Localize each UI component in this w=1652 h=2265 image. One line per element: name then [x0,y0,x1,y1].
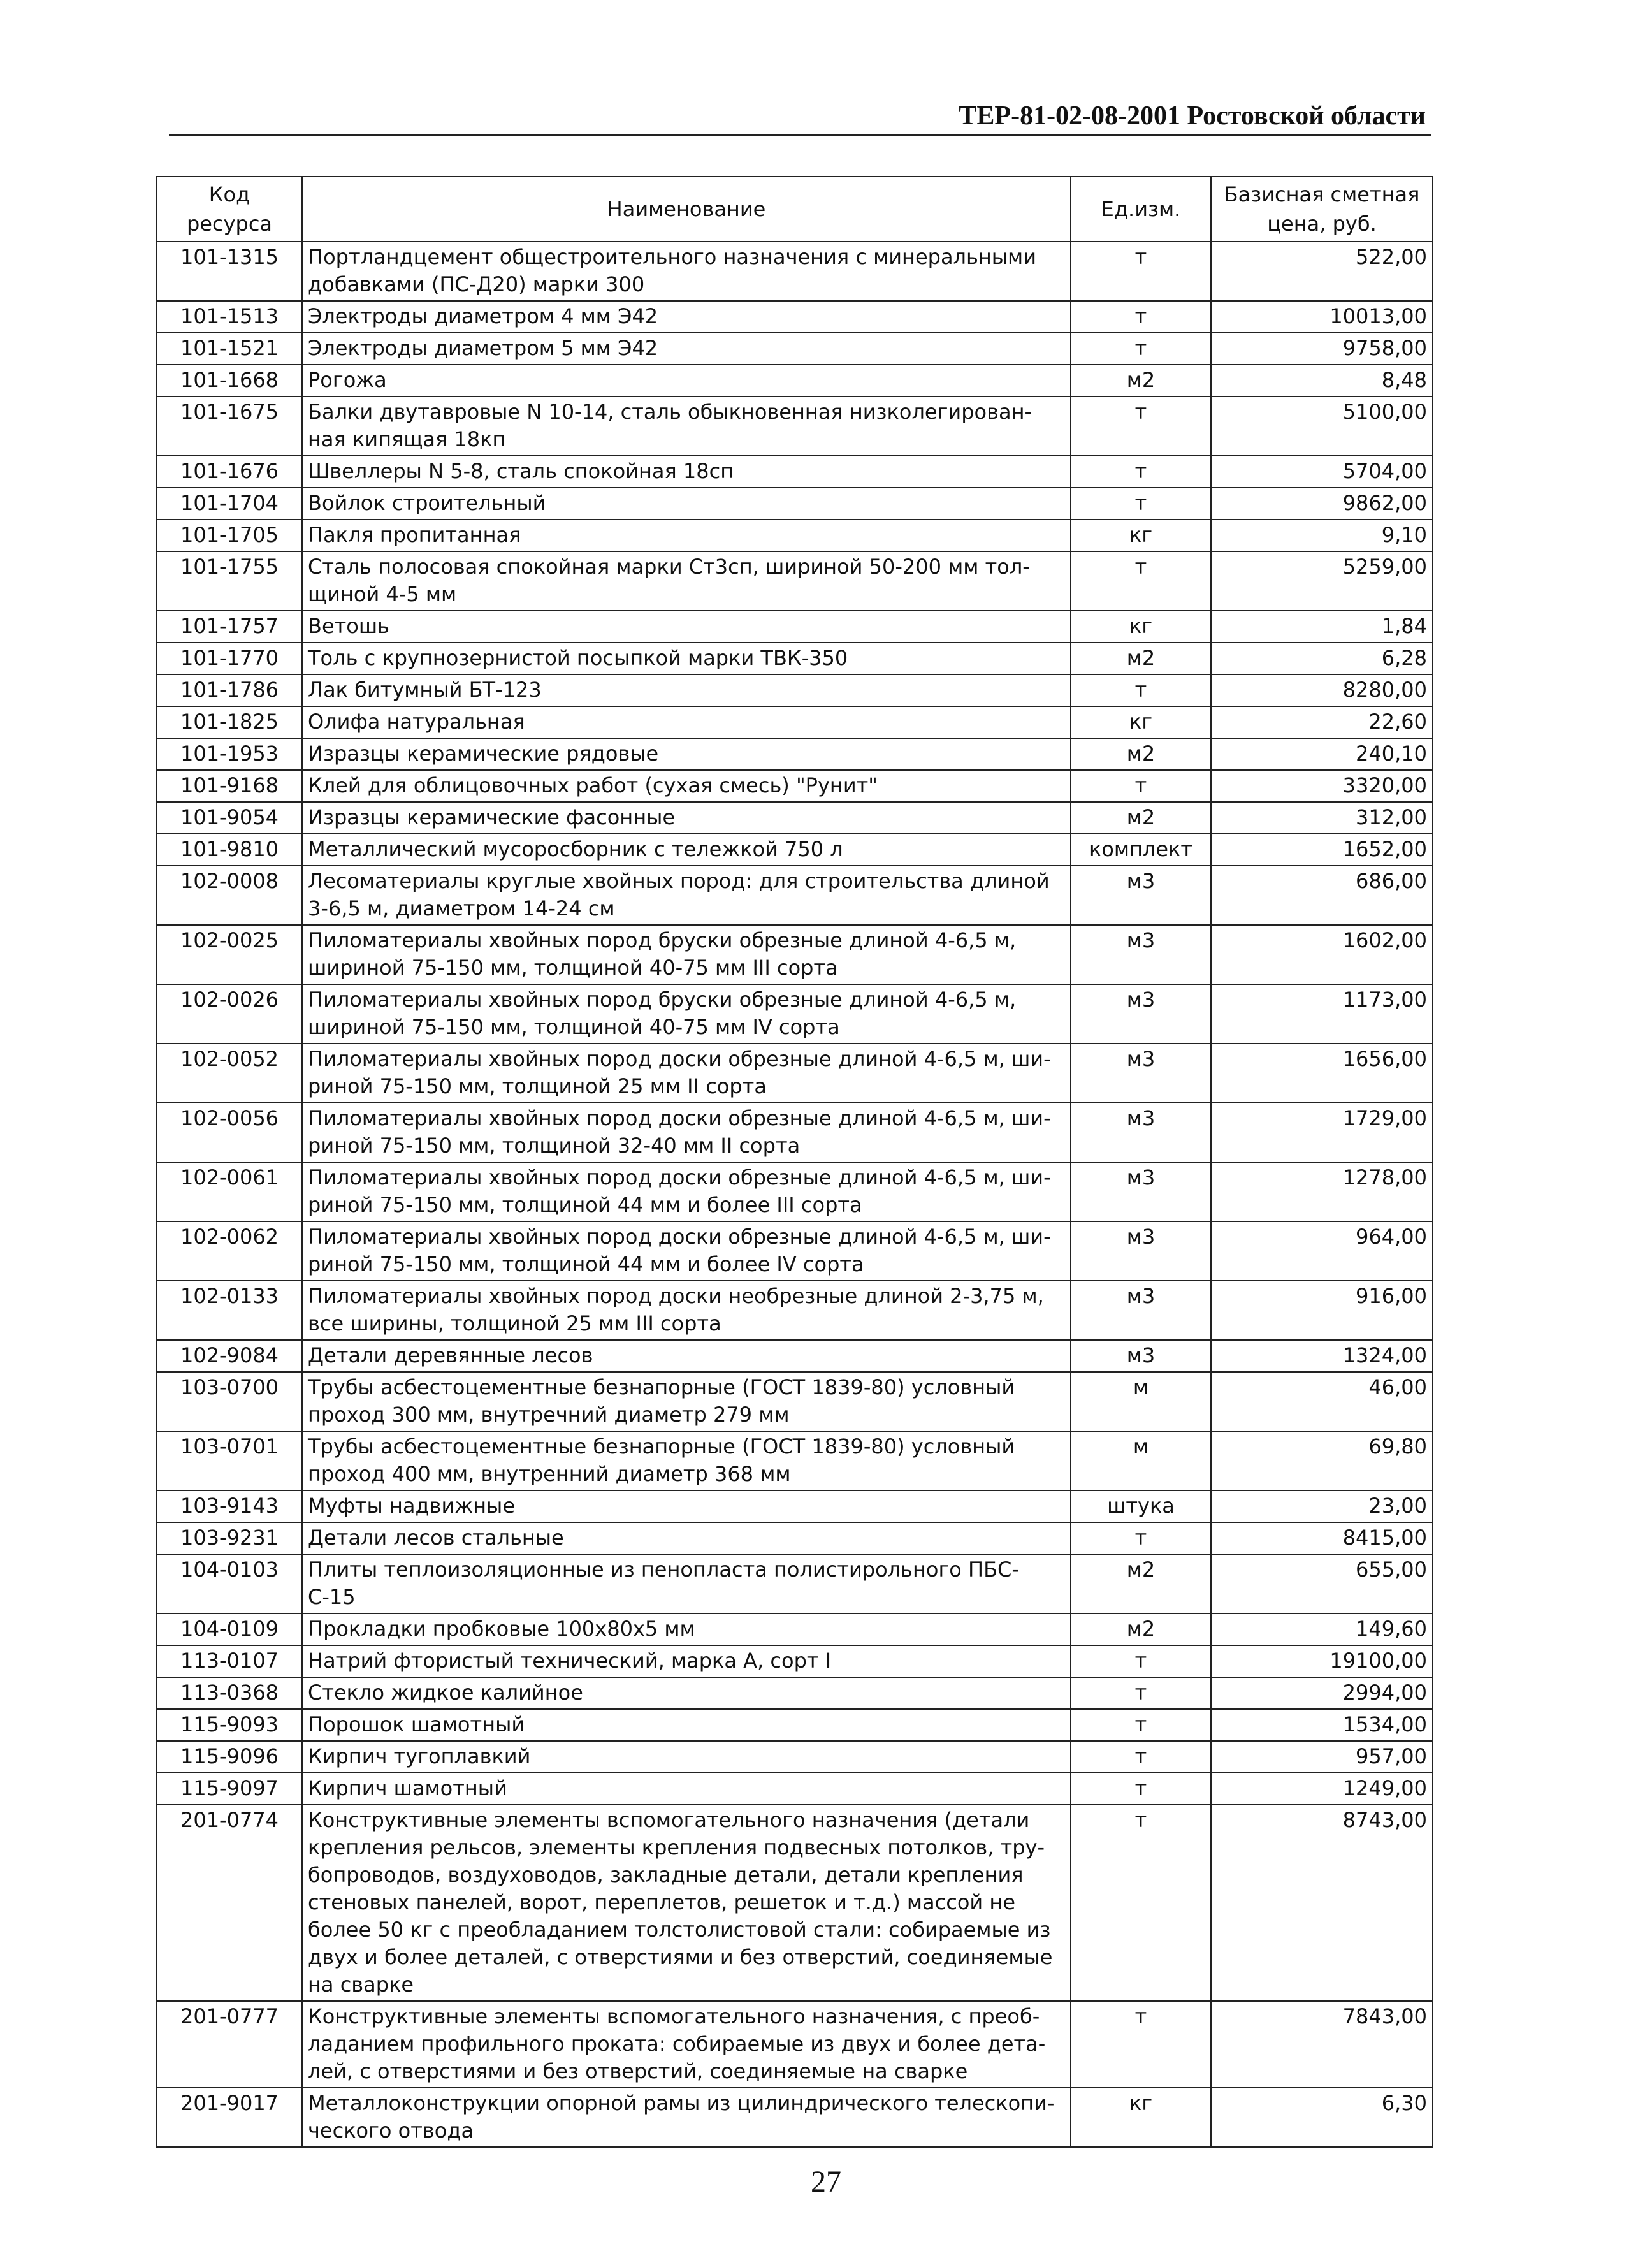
cell-unit: м3 [1071,1340,1211,1372]
cell-code: 101-9168 [157,770,302,802]
cell-price: 1534,00 [1211,1709,1433,1741]
cell-price: 312,00 [1211,802,1433,834]
cell-name: Плиты теплоизоляционные из пенопласта полистирольного ПБС-С-15 [302,1554,1071,1613]
cell-unit: т [1071,397,1211,456]
cell-unit: м3 [1071,1162,1211,1221]
cell-code: 113-0368 [157,1677,302,1709]
table-row [157,1490,1433,1522]
cell-code: 102-0025 [157,925,302,984]
table-row [157,1281,1433,1340]
cell-code: 101-1675 [157,397,302,456]
column-header-price: Базисная сметная цена, руб. [1211,177,1433,242]
cell-name: Пиломатериалы хвойных пород доски обрезные длиной 4-6,5 м, ши- риной 75-150 мм, толщиной 32-40 мм II сорта [302,1103,1071,1162]
cell-price: 1656,00 [1211,1044,1433,1103]
document-title: ТЕР-81-02-08-2001 Ростовской области [959,101,1426,131]
cell-name: Пиломатериалы хвойных пород доски обрезные длиной 4-6,5 м, ши- риной 75-150 мм, толщиной 44 мм и более III сорта [302,1162,1071,1221]
cell-code: 101-1676 [157,456,302,488]
table-row [157,1044,1433,1103]
cell-code: 101-9054 [157,802,302,834]
cell-unit: кг [1071,611,1211,643]
cell-unit: т [1071,2001,1211,2088]
cell-code: 115-9093 [157,1709,302,1741]
cell-price: 1324,00 [1211,1340,1433,1372]
table-row [157,984,1433,1044]
cell-price: 5100,00 [1211,397,1433,456]
cell-name: Детали лесов стальные [302,1522,1071,1554]
table-row [157,770,1433,802]
cell-unit: т [1071,1805,1211,2001]
cell-price: 964,00 [1211,1221,1433,1281]
table-row [157,1372,1433,1431]
cell-unit: м2 [1071,802,1211,834]
cell-unit: м2 [1071,1613,1211,1645]
cell-code: 102-0062 [157,1221,302,1281]
cell-name: Рогожа [302,365,1071,397]
cell-code: 115-9096 [157,1741,302,1773]
cell-code: 101-1786 [157,674,302,706]
table-row [157,1677,1433,1709]
cell-price: 5704,00 [1211,456,1433,488]
cell-code: 104-0109 [157,1613,302,1645]
cell-unit: м [1071,1372,1211,1431]
cell-name: Войлок строительный [302,488,1071,520]
cell-code: 102-0026 [157,984,302,1044]
cell-unit: т [1071,1645,1211,1677]
cell-name: Пиломатериалы хвойных пород бруски обрезные длиной 4-6,5 м, шириной 75-150 мм, толщиной 40-75 мм III сорта [302,925,1071,984]
cell-name: Электроды диаметром 4 мм Э42 [302,301,1071,333]
cell-name: Клей для облицовочных работ (сухая смесь) "Рунит" [302,770,1071,802]
cell-name: Лак битумный БТ-123 [302,674,1071,706]
cell-price: 240,10 [1211,738,1433,770]
cell-unit: т [1071,551,1211,611]
cell-price: 9862,00 [1211,488,1433,520]
cell-unit: м3 [1071,1044,1211,1103]
cell-code: 102-0008 [157,866,302,925]
cell-code: 101-1513 [157,301,302,333]
cell-name: Сталь полосовая спокойная марки Ст3сп, шириной 50-200 мм тол- щиной 4-5 мм [302,551,1071,611]
cell-name: Электроды диаметром 5 мм Э42 [302,333,1071,365]
cell-price: 6,30 [1211,2088,1433,2147]
cell-price: 655,00 [1211,1554,1433,1613]
cell-price: 19100,00 [1211,1645,1433,1677]
table-row [157,1613,1433,1645]
table-row [157,1340,1433,1372]
cell-name: Металлоконструкции опорной рамы из цилиндрического телескопи- ческого отвода [302,2088,1071,2147]
cell-price: 22,60 [1211,706,1433,738]
table-row [157,1221,1433,1281]
cell-unit: кг [1071,2088,1211,2147]
table-row [157,802,1433,834]
cell-unit: т [1071,333,1211,365]
cell-price: 1602,00 [1211,925,1433,984]
cell-price: 8280,00 [1211,674,1433,706]
cell-code: 101-1770 [157,643,302,674]
cell-name: Пиломатериалы хвойных пород бруски обрезные длиной 4-6,5 м, шириной 75-150 мм, толщиной 40-75 мм IV сорта [302,984,1071,1044]
cell-unit: т [1071,488,1211,520]
page-number: 27 [811,2165,841,2199]
cell-price: 8415,00 [1211,1522,1433,1554]
table-row [157,1103,1433,1162]
cell-code: 201-9017 [157,2088,302,2147]
page-header [169,97,1431,136]
cell-unit: м2 [1071,738,1211,770]
cell-price: 5259,00 [1211,551,1433,611]
cell-price: 522,00 [1211,242,1433,301]
cell-unit: т [1071,301,1211,333]
cell-name: Металлический мусоросборник с тележкой 750 л [302,834,1071,866]
cell-price: 9758,00 [1211,333,1433,365]
table-row [157,738,1433,770]
cell-price: 149,60 [1211,1613,1433,1645]
column-header-name: Наименование [302,177,1071,242]
table-row [157,488,1433,520]
cell-price: 23,00 [1211,1490,1433,1522]
cell-name: Порошок шамотный [302,1709,1071,1741]
cell-name: Трубы асбестоцементные безнапорные (ГОСТ 1839-80) условный проход 400 мм, внутренний диаметр 368 мм [302,1431,1071,1490]
cell-unit: м [1071,1431,1211,1490]
cell-unit: м2 [1071,365,1211,397]
cell-code: 102-0061 [157,1162,302,1221]
cell-code: 103-0701 [157,1431,302,1490]
cell-code: 101-9810 [157,834,302,866]
cell-price: 1652,00 [1211,834,1433,866]
table-row [157,1554,1433,1613]
table-header-row [157,177,1433,242]
cell-name: Толь с крупнозернистой посыпкой марки ТВК-350 [302,643,1071,674]
cell-unit: т [1071,242,1211,301]
cell-price: 1173,00 [1211,984,1433,1044]
cell-code: 104-0103 [157,1554,302,1613]
cell-price: 1729,00 [1211,1103,1433,1162]
cell-unit: т [1071,1773,1211,1805]
cell-code: 101-1705 [157,520,302,551]
table-row [157,1645,1433,1677]
cell-unit: т [1071,1522,1211,1554]
cell-code: 102-0133 [157,1281,302,1340]
cell-unit: м2 [1071,643,1211,674]
cell-name: Пиломатериалы хвойных пород доски обрезные длиной 4-6,5 м, ши- риной 75-150 мм, толщиной 44 мм и более IV сорта [302,1221,1071,1281]
cell-name: Швеллеры N 5-8, сталь спокойная 18сп [302,456,1071,488]
cell-unit: т [1071,1677,1211,1709]
cell-name: Пакля пропитанная [302,520,1071,551]
cell-name: Ветошь [302,611,1071,643]
cell-name: Пиломатериалы хвойных пород доски необрезные длиной 2-3,75 м, все ширины, толщиной 25 мм III сорта [302,1281,1071,1340]
cell-unit: т [1071,1709,1211,1741]
table-row [157,520,1433,551]
cell-code: 201-0777 [157,2001,302,2088]
cell-name: Балки двутавровые N 10-14, сталь обыкновенная низколегирован- ная кипящая 18кп [302,397,1071,456]
cell-code: 101-1704 [157,488,302,520]
cell-code: 102-0056 [157,1103,302,1162]
cell-name: Пиломатериалы хвойных пород доски обрезные длиной 4-6,5 м, ши- риной 75-150 мм, толщиной 25 мм II сорта [302,1044,1071,1103]
cell-name: Муфты надвижные [302,1490,1071,1522]
cell-code: 101-1757 [157,611,302,643]
cell-unit: м3 [1071,984,1211,1044]
cell-name: Конструктивные элементы вспомогательного назначения (детали крепления рельсов, элементы крепления подвесных потолков, тру- бопроводов, воздуховодов, закладные детали, детали крепления стеновых панелей, ворот, переплетов, решеток и т.д.) массой не более 50 кг с преобладанием толстолистовой стали: собираемые из двух и более деталей, с отверстиями и без отверстий, соединяемые на сварке [302,1805,1071,2001]
cell-price: 9,10 [1211,520,1433,551]
cell-name: Конструктивные элементы вспомогательного назначения, с преоб- ладанием профильного проката: собираемые из двух и более дета- лей, с отверстиями и без отверстий, соединяемые на сварке [302,2001,1071,2088]
cell-name: Изразцы керамические рядовые [302,738,1071,770]
cell-price: 8743,00 [1211,1805,1433,2001]
table-row [157,674,1433,706]
cell-name: Олифа натуральная [302,706,1071,738]
cell-unit: м3 [1071,1221,1211,1281]
cell-code: 103-9143 [157,1490,302,1522]
resource-price-table [156,176,1433,2148]
table-row [157,397,1433,456]
cell-name: Кирпич шамотный [302,1773,1071,1805]
cell-price: 6,28 [1211,643,1433,674]
cell-code: 101-1315 [157,242,302,301]
table-row [157,834,1433,866]
cell-price: 10013,00 [1211,301,1433,333]
cell-code: 101-1668 [157,365,302,397]
cell-price: 3320,00 [1211,770,1433,802]
table-row [157,333,1433,365]
cell-name: Кирпич тугоплавкий [302,1741,1071,1773]
cell-unit: кг [1071,520,1211,551]
cell-name: Портландцемент общестроительного назначения с минеральными добавками (ПС-Д20) марки 300 [302,242,1071,301]
cell-unit: кг [1071,706,1211,738]
table-row [157,866,1433,925]
cell-name: Стекло жидкое калийное [302,1677,1071,1709]
cell-code: 101-1755 [157,551,302,611]
cell-price: 1249,00 [1211,1773,1433,1805]
cell-unit: комплект [1071,834,1211,866]
cell-code: 113-0107 [157,1645,302,1677]
cell-price: 7843,00 [1211,2001,1433,2088]
table-row [157,242,1433,301]
table-row [157,2088,1433,2147]
table-row [157,1773,1433,1805]
cell-code: 201-0774 [157,1805,302,2001]
cell-name: Натрий фтористый технический, марка А, сорт I [302,1645,1071,1677]
table-row [157,1162,1433,1221]
cell-code: 103-0700 [157,1372,302,1431]
table-row [157,301,1433,333]
table-row [157,1522,1433,1554]
cell-code: 101-1825 [157,706,302,738]
table-row [157,1805,1433,2001]
cell-name: Лесоматериалы круглые хвойных пород: для строительства длиной 3-6,5 м, диаметром 14-24 см [302,866,1071,925]
table-row [157,1709,1433,1741]
cell-price: 1278,00 [1211,1162,1433,1221]
cell-price: 957,00 [1211,1741,1433,1773]
table-row [157,2001,1433,2088]
cell-price: 46,00 [1211,1372,1433,1431]
cell-price: 686,00 [1211,866,1433,925]
cell-unit: м3 [1071,1103,1211,1162]
cell-name: Детали деревянные лесов [302,1340,1071,1372]
table-row [157,925,1433,984]
table-row [157,706,1433,738]
cell-unit: т [1071,1741,1211,1773]
table-body [157,242,1433,2147]
table-row [157,551,1433,611]
cell-code: 103-9231 [157,1522,302,1554]
cell-price: 2994,00 [1211,1677,1433,1709]
table-row [157,456,1433,488]
column-header-code: Код ресурса [157,177,302,242]
cell-price: 1,84 [1211,611,1433,643]
column-header-unit: Ед.изм. [1071,177,1211,242]
cell-price: 8,48 [1211,365,1433,397]
cell-code: 101-1953 [157,738,302,770]
cell-price: 916,00 [1211,1281,1433,1340]
table-row [157,365,1433,397]
cell-price: 69,80 [1211,1431,1433,1490]
table-row [157,1431,1433,1490]
cell-unit: штука [1071,1490,1211,1522]
cell-code: 102-9084 [157,1340,302,1372]
cell-code: 101-1521 [157,333,302,365]
cell-name: Трубы асбестоцементные безнапорные (ГОСТ 1839-80) условный проход 300 мм, внутречний диаметр 279 мм [302,1372,1071,1431]
table-row [157,1741,1433,1773]
cell-name: Прокладки пробковые 100х80х5 мм [302,1613,1071,1645]
cell-unit: т [1071,674,1211,706]
cell-unit: м3 [1071,925,1211,984]
cell-unit: м3 [1071,1281,1211,1340]
table-row [157,643,1433,674]
cell-name: Изразцы керамические фасонные [302,802,1071,834]
cell-unit: т [1071,456,1211,488]
cell-unit: м3 [1071,866,1211,925]
cell-code: 115-9097 [157,1773,302,1805]
table-row [157,611,1433,643]
cell-unit: т [1071,770,1211,802]
cell-code: 102-0052 [157,1044,302,1103]
cell-unit: м2 [1071,1554,1211,1613]
